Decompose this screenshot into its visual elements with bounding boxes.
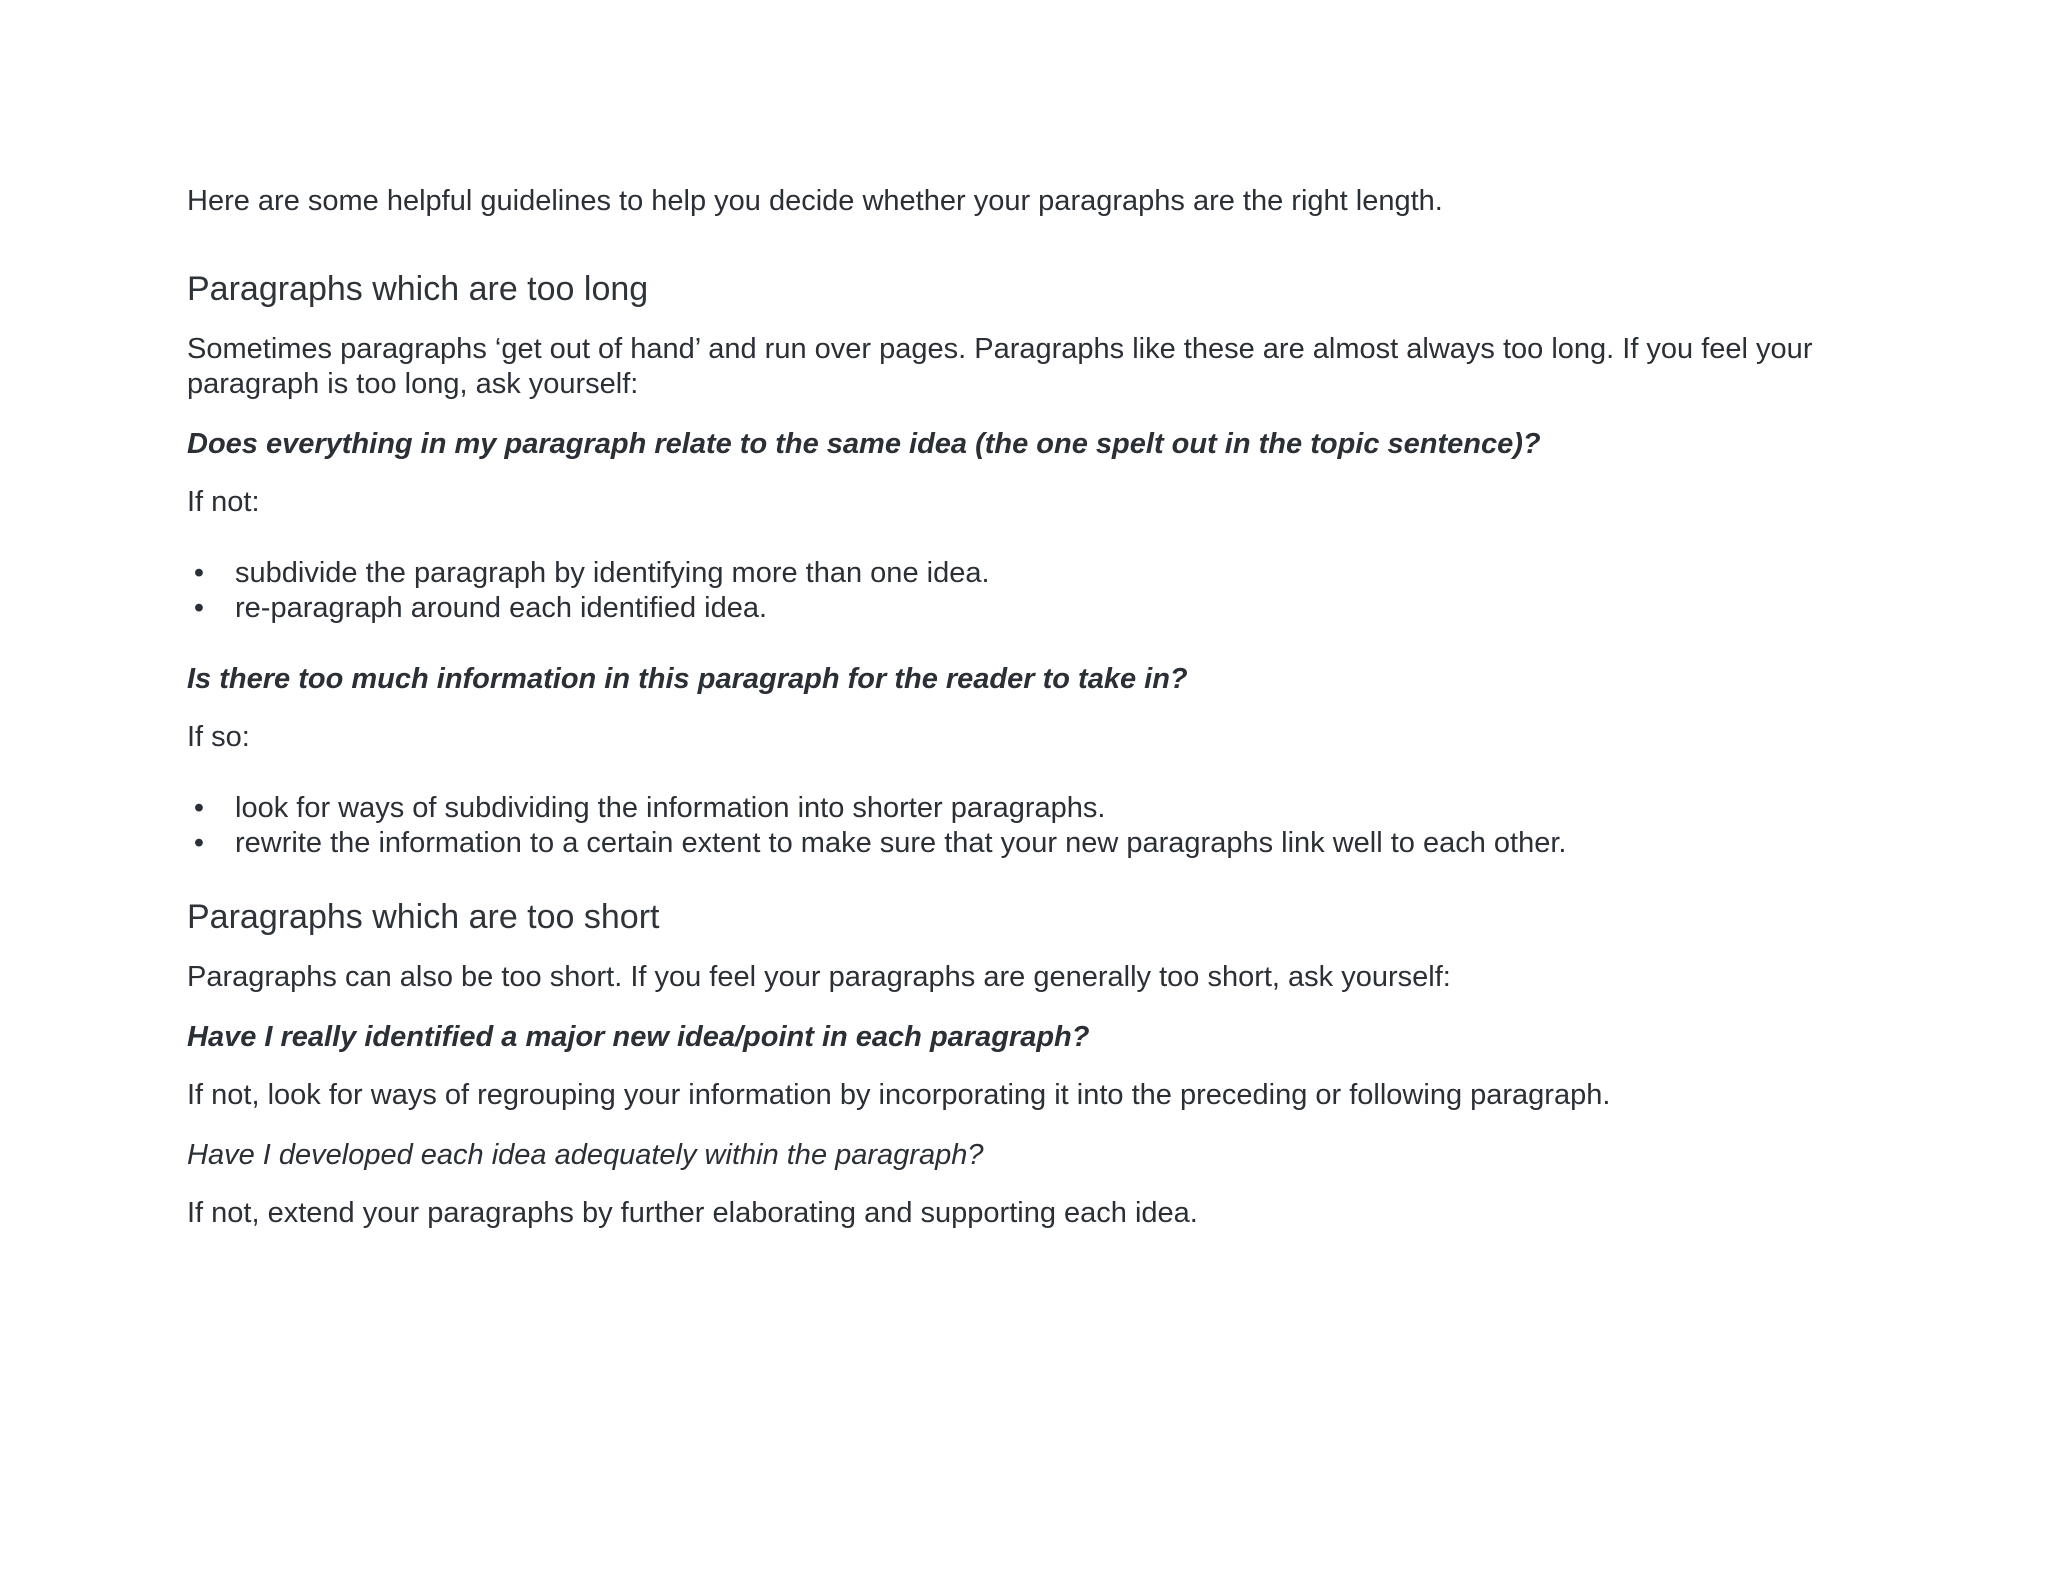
lead-if-not: If not: [187,486,260,518]
list-item-text: rewrite the information to a certain extent to make sure that your new paragraphs link well to each other. [235,827,1567,859]
bullet-list-if-so [187,791,1867,861]
section-body-too-short: Paragraphs can also be too short. If you feel your paragraphs are generally too short, ask yourself: [187,961,1451,993]
intro-paragraph: Here are some helpful guidelines to help you decide whether your paragraphs are the right length. [187,185,1443,217]
list-item [187,556,1867,591]
question-same-idea: Does everything in my paragraph relate to the same idea (the one spelt out in the topic sentence)? [187,428,1541,460]
answer-regrouping: If not, look for ways of regrouping your information by incorporating it into the preceding or following paragraph. [187,1079,1611,1111]
bullet-icon: • [193,827,205,859]
list-item-text: subdivide the paragraph by identifying more than one idea. [235,557,990,589]
section-too-short [187,897,1867,1231]
question-major-new-idea: Have I really identified a major new idea/point in each paragraph? [187,1021,1090,1053]
bullet-icon: • [193,792,205,824]
list-item [187,791,1867,826]
bullet-icon: • [193,557,205,589]
bullet-list-if-not [187,556,1867,626]
section-too-long [187,269,1867,861]
document-content [187,184,1867,1256]
list-item-text: look for ways of subdividing the information into shorter paragraphs. [235,792,1106,824]
section-heading-too-long: Paragraphs which are too long [187,270,649,308]
section-body-too-long: Sometimes paragraphs ‘get out of hand’ and run over pages. Paragraphs like these are almost always too long. If you feel your paragraph is too long, ask yourself: [187,333,1813,400]
list-item [187,591,1867,626]
list-item [187,826,1867,861]
lead-if-so: If so: [187,721,250,753]
section-heading-too-short: Paragraphs which are too short [187,898,660,936]
answer-extend: If not, extend your paragraphs by further elaborating and supporting each idea. [187,1197,1198,1229]
list-item-text: re-paragraph around each identified idea. [235,592,768,624]
bullet-icon: • [193,592,205,624]
question-developed-idea: Have I developed each idea adequately within the paragraph? [187,1139,984,1171]
question-too-much-info: Is there too much information in this paragraph for the reader to take in? [187,663,1188,695]
